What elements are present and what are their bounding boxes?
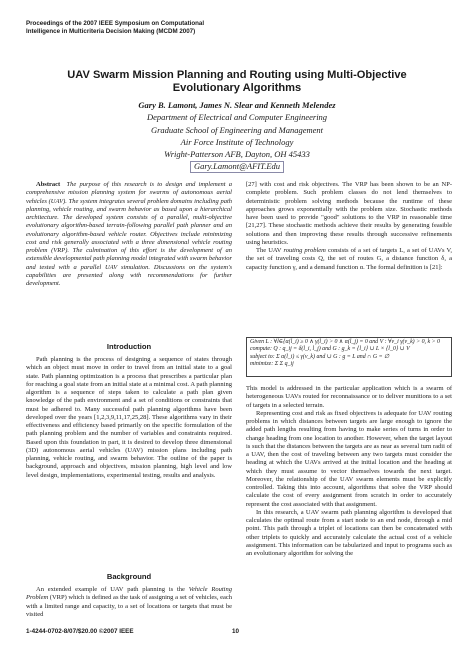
right-column-bottom <box>246 385 452 558</box>
proceedings-header <box>26 20 386 37</box>
background-text-pre: An extended example of UAV path planning is the <box>36 586 189 593</box>
abstract <box>26 181 232 288</box>
right-paragraph-2-post: consists of a set of targets L, a set of UAVs V, the set of traveling costs Q, the set of routes G, a distance function δ, a capacity function γ, and a demand function α. The formal definition is [21]: <box>246 247 453 271</box>
paper-title <box>40 69 434 95</box>
affiliation-line-1: Department of Electrical and Computer Engineering <box>146 112 328 123</box>
background-text-post: (VRP) which is defined as the task of assigning a set of vehicles, each with a limited range and capacity, to a set of locations or targets that must be visited <box>26 594 232 618</box>
proceedings-line-2: Intelligence in Multicriteria Decision Making (MCDM 2007) <box>26 28 196 36</box>
page-number: 10 <box>232 628 240 635</box>
formal-line-3: subject to: Σ α(l_i) ≤ γ(v_k) and ∪ G : g = L and ∩ G = ∅ <box>250 353 390 360</box>
introduction-heading: Introduction <box>106 342 152 351</box>
author-email[interactable]: Gary.Lamont@AFIT.Edu <box>190 161 284 173</box>
author-block <box>40 99 434 173</box>
right-paragraph-4: Representing cost and risk as fixed objectives is adequate for UAV routing problems in which distances between targets are large enough to ignore the added path lengths resulting from having to make series of turns in order to change heading from one location to another. However, when the target layout is such that the distances between the targets are as near as several turn radii of a UAV, then the cost of traveling between any two targets must consider the heading at which the UAVs arrived at the initial location and the heading at which they must assume to vector themselves towards the next target. Moreover, the relationship of the UAV swarm elements must be explicitly controlled. Taking this into account, algorithms that solve the VRP should calculate the cost of every assignment from scratch in order to accurately represent the cost associated with that assignment. <box>246 409 452 508</box>
abstract-label: Abstract <box>36 181 61 188</box>
abstract-text: The purpose of this research is to design and implement a comprehensive mission planning system for swarms of autonomous aerial vehicles (UAV). The system integrates several problem domains including path planning, vehicle routing, and swarm behavior as based upon a hierarchical architecture. The developed system consists of a parallel, multi-objective evolutionary algorithm-based terrain-following parallel path planner and an evolutionary algorithm-based vehicle router. Objectives include minimizing cost and risk generally associated with a three dimensional vehicle routing problem (VRP). The culmination of this effort is the development of an extensible developmental path planning model integrated with swarm behavior and tested with a parallel UAV simulation. Discussions on the system's capabilities are presented along with recommendations for further development. <box>26 181 232 287</box>
background-body <box>26 586 232 619</box>
author-names: Gary B. Lamont, James N. Slear and Kenneth Melendez <box>138 100 336 110</box>
affiliation-line-3: Air Force Institute of Technology <box>180 136 294 147</box>
background-term: Vehicle Routing Problem <box>26 586 232 602</box>
affiliation-line-2: Graduate School of Engineering and Management <box>150 124 324 135</box>
background-heading: Background <box>106 572 152 581</box>
footer-isbn: 1-4244-0702-8/07/$20.00 ©2007 IEEE <box>26 628 134 635</box>
right-column-top <box>246 181 452 272</box>
proceedings-line-1: Proceedings of the 2007 IEEE Symposium on Computational <box>26 20 205 27</box>
title-line-1: UAV Swarm Mission Planning and Routing using Multi-Objective <box>67 69 407 81</box>
formal-line-1: Given L : ∀l∈{α(l_i) ≥ 0 ∧ γ(l_i) > 0 ∧ α(l_j) = 0 and V : ∀v_i γ(v_k) > 0, k > 0 <box>250 339 440 345</box>
formal-line-4: minimize: Σ Σ q_ij <box>250 361 294 368</box>
right-paragraph-2-pre: The UAV <box>256 247 284 254</box>
introduction-body <box>26 356 232 480</box>
title-line-2: Evolutionary Algorithms <box>172 82 302 94</box>
formal-line-2: compute: Q : q_ij = δ(l_i, l_j) and G : g_k = {l_i} ∪ L × {l_0} ∪ V <box>250 346 410 353</box>
routing-problem-term: routing problem <box>283 247 326 254</box>
right-paragraph-3: This model is addressed in the particular application which is a swarm of heterogeneous UAVs routed for reconnaissance or to deliver munitions to a set of targets in a selected terrain. <box>246 385 452 409</box>
formal-definition-box <box>246 337 452 377</box>
right-paragraph-1: [27] with cost and risk objectives. The VRP has been shown to be an NP-complete problem. Such problem classes do not lend themselves to deterministic problem solving methods because the runtime of these approaches grows exponentially with the problem size. Stochastic methods have been used to provide "good" solutions to the VRP in reasonable time [21,27]. These stochastic methods achieve their results by generating feasible solutions and then improving these results through successive refinements using heuristics. <box>246 181 452 246</box>
introduction-text: Path planning is the process of designing a sequence of states through which an object must move in order to travel from an initial state to a goal state. Path planning optimization is a process that prescribes a particular plan for reaching a goal state from an initial state at a minimal cost. A path planning algorithm is a sequence of steps taken to calculate a path plan given knowledge of the path environment and a set of conditions or constraints that must be adhered to. Many successful path planning algorithms have been developed over the years [1,2,3,9,11,17,25,28]. These algorithms vary in their effectiveness and efficiency based primarily on the specific formulation of the path planning problem and the number of variables and constraints required. Based upon this foundation in part, it is desired to develop three dimensional (3D) autonomous aerial vehicles (UAV) mission plans including path planning, vehicle routing, and swarm behavior. The outline of the paper is background, approach and objectives, mission planning, high level and low level design, implementations, experimental testing, results and analysis. <box>26 356 232 479</box>
right-paragraph-5: In this research, a UAV swarm path planning algorithm is developed that calculates the optimal route from a start node to an end node, through a mid point. This path through a triplet of locations can then be concatenated with other triplets to quickly and accurately calculate the actual cost of a vehicle assignment. This information can be tabularized and input to programs such as an evolutionary algorithm for solving the <box>246 508 452 557</box>
affiliation-line-4: Wright-Patterson AFB, Dayton, OH 45433 <box>164 149 310 160</box>
